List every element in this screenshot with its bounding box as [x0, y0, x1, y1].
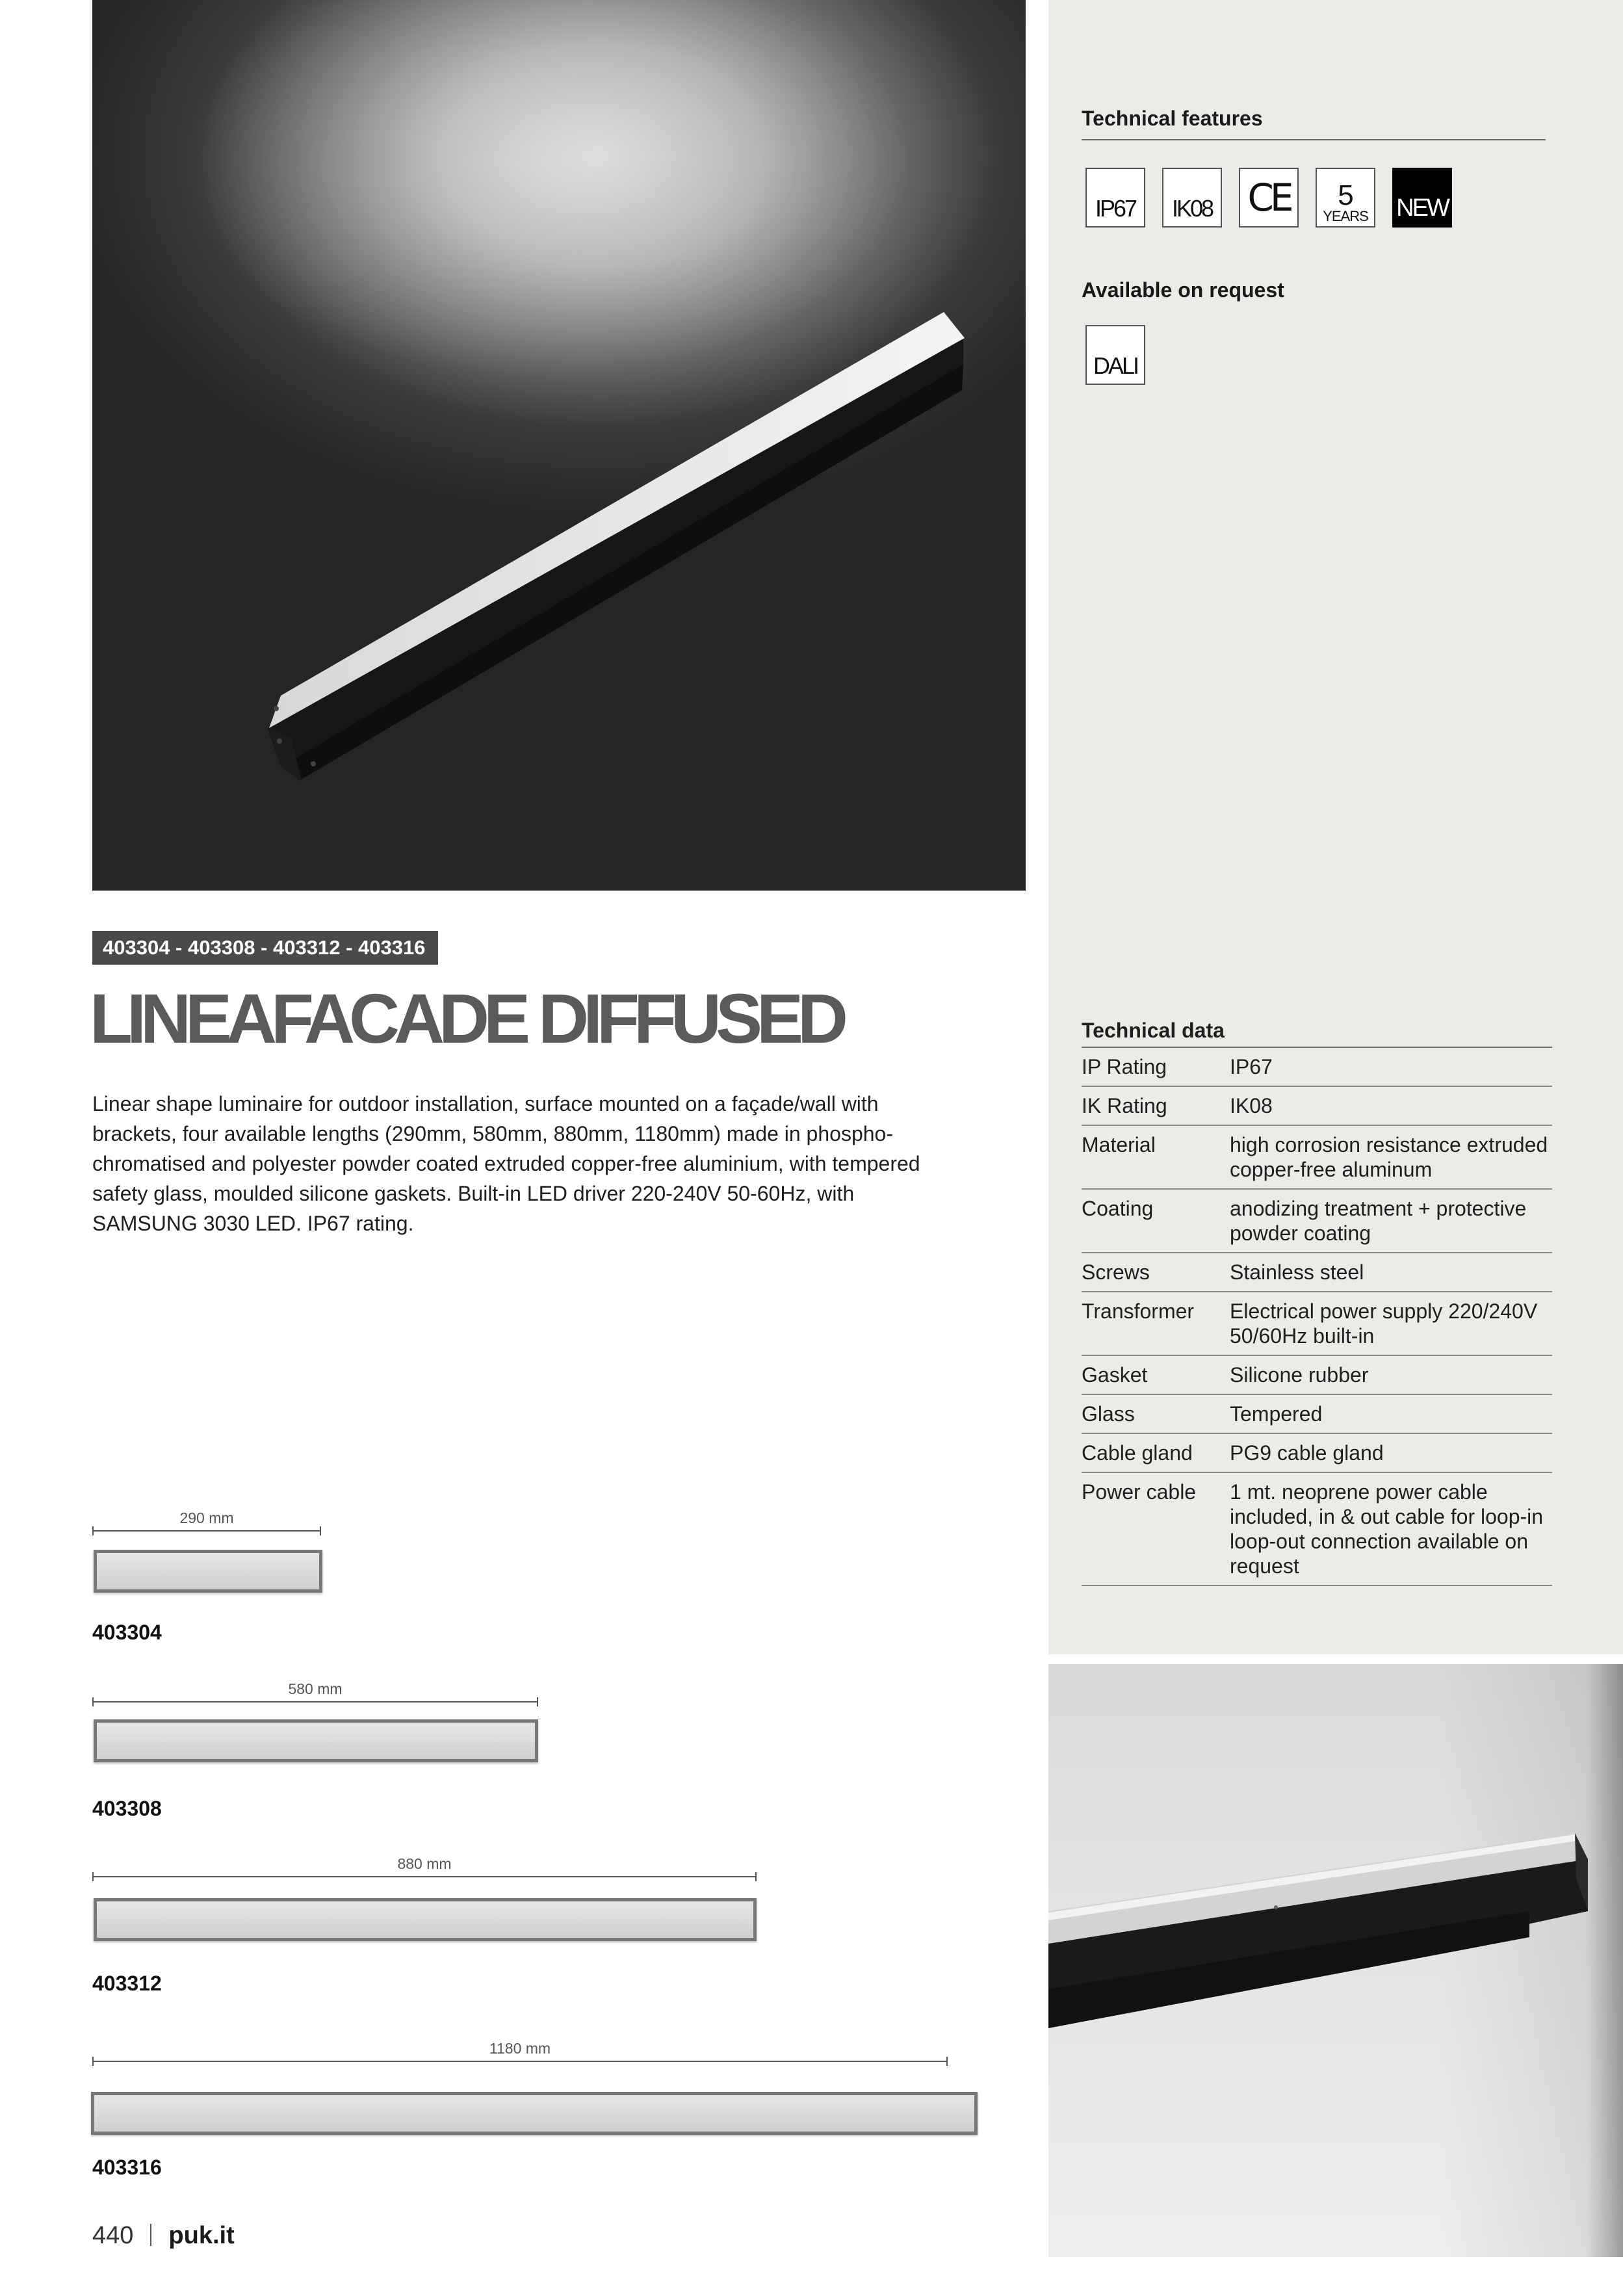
- dimension-label: 1180 mm: [489, 2040, 551, 2057]
- ik08-icon: IK08: [1162, 168, 1222, 228]
- spec-value: PG9 cable gland: [1230, 1441, 1384, 1465]
- variant-code: 403308: [92, 1797, 162, 1820]
- technical-data-table: [1082, 1014, 1552, 1586]
- spec-value: IK08: [1230, 1094, 1273, 1117]
- spec-value: Silicone rubber: [1230, 1363, 1369, 1387]
- available-on-request-title: Available on request: [1082, 278, 1284, 302]
- spec-value: Tempered: [1230, 1402, 1323, 1426]
- spec-value: anodizing treatment + protective powder coating: [1230, 1197, 1527, 1245]
- spec-key: IK Rating: [1082, 1094, 1167, 1117]
- luminaire-drawing: [94, 1550, 322, 1593]
- table-row: [1082, 1190, 1552, 1253]
- product-codes: 403304 - 403308 - 403312 - 403316: [92, 931, 438, 965]
- variant-code: 403312: [92, 1972, 162, 1995]
- spec-key: IP Rating: [1082, 1055, 1167, 1078]
- ce-mark-icon: CE: [1239, 168, 1299, 228]
- table-row: [1082, 1048, 1552, 1087]
- detail-photo: [1048, 1664, 1623, 2257]
- page-number: 440: [92, 2222, 134, 2249]
- spec-key: Glass: [1082, 1402, 1135, 1426]
- request-badges: [1085, 325, 1145, 385]
- warranty-years-label: YEARS: [1323, 208, 1368, 224]
- spec-value: Stainless steel: [1230, 1260, 1364, 1284]
- product-description: Linear shape luminaire for outdoor installation, surface mounted on a façade/wall with brackets, four available lengths (290mm, 580mm, 880mm, 1180mm) made in phospho-chromatised and polyester powder coated extruded copper-free aluminium, with tempered safety glass, moulded silicone gaskets. Built-in LED driver 220-240V 50-60Hz, with SAMSUNG 3030 LED. IP67 rating.: [92, 1092, 920, 1235]
- dimension-label: 880 mm: [397, 1855, 452, 1872]
- technical-features-title: Technical features: [1082, 107, 1263, 130]
- luminaire-illustration: [92, 0, 1026, 891]
- spec-value: high corrosion resistance extruded copper-free aluminum: [1230, 1133, 1548, 1181]
- page-footer: [92, 2222, 235, 2250]
- website-link[interactable]: puk.it: [168, 2222, 235, 2249]
- luminaire-detail-illustration: [1048, 1664, 1623, 2257]
- product-title: LINEAFACADE DIFFUSED: [90, 979, 843, 1058]
- warranty-years-number: 5: [1338, 179, 1353, 211]
- ip67-icon: IP67: [1085, 168, 1145, 228]
- divider: [150, 2224, 151, 2246]
- dali-icon: DALI: [1085, 325, 1145, 385]
- variant-code: 403304: [92, 1621, 162, 1644]
- spec-value: IP67: [1230, 1055, 1273, 1078]
- table-row: [1082, 1253, 1552, 1292]
- dimension-line: [92, 1701, 538, 1702]
- product-hero-image: [92, 0, 1026, 891]
- spec-key: Cable gland: [1082, 1441, 1193, 1465]
- dimension-line: [92, 1876, 757, 1877]
- luminaire-drawing: [94, 1898, 757, 1941]
- luminaire-drawing: [94, 1719, 538, 1762]
- table-row: [1082, 1292, 1552, 1356]
- dimension-line: [92, 2061, 948, 2062]
- table-row: [1082, 1087, 1552, 1126]
- variant-code: 403316: [92, 2156, 162, 2179]
- spec-key: Coating: [1082, 1197, 1154, 1220]
- table-row: [1082, 1434, 1552, 1473]
- table-row: [1082, 1356, 1552, 1395]
- table-row: [1082, 1473, 1552, 1586]
- spec-key: Screws: [1082, 1260, 1150, 1284]
- spec-key: Power cable: [1082, 1480, 1197, 1504]
- feature-badges: [1085, 168, 1452, 228]
- new-icon: NEW: [1392, 168, 1452, 228]
- table-row: [1082, 1395, 1552, 1434]
- dimension-label: 290 mm: [179, 1509, 234, 1526]
- spec-key: Material: [1082, 1133, 1156, 1156]
- spec-key: Transformer: [1082, 1299, 1195, 1323]
- table-row: [1082, 1126, 1552, 1190]
- spec-value: 1 mt. neoprene power cable included, in & out cable for loop-in loop-out connection available on request: [1230, 1480, 1544, 1578]
- warranty-icon: [1316, 168, 1375, 228]
- divider: [1082, 139, 1546, 140]
- technical-data-title: Technical data: [1082, 1014, 1552, 1048]
- luminaire-drawing: [91, 2092, 978, 2135]
- spec-key: Gasket: [1082, 1363, 1148, 1387]
- spec-value: Electrical power supply 220/240V 50/60Hz built-in: [1230, 1299, 1538, 1348]
- dimension-label: 580 mm: [288, 1680, 343, 1697]
- dimension-line: [92, 1530, 321, 1532]
